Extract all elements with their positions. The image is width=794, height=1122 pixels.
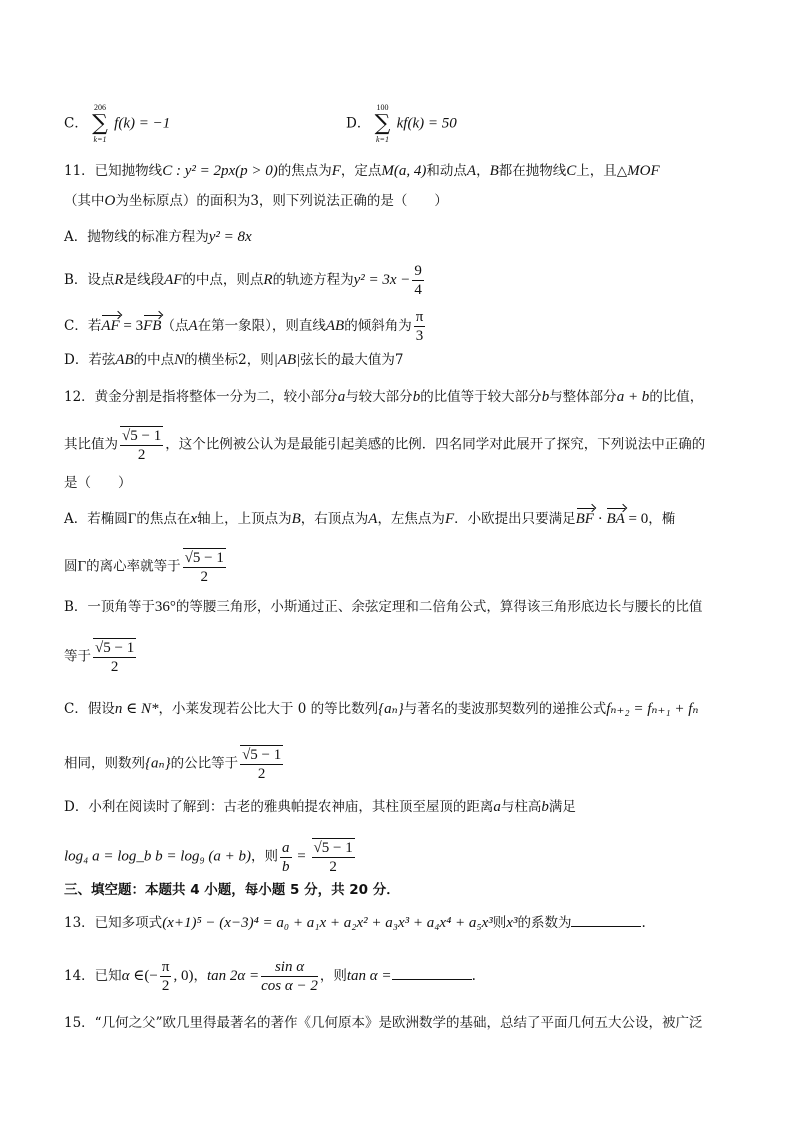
section-heading: 三、填空题：本题共 4 小题，每小题 5 分，共 20 分． xyxy=(64,882,400,898)
q10-option-d-expr: kf(k) = 50 xyxy=(396,115,457,132)
q12-option-b-line1: B．一顶角等于36°的等腰三角形，小斯通过正、余弦定理和二倍角公式，算得该三角形底边长与腰长的比值 xyxy=(64,599,703,615)
q14-stem: 14．已知α ∈(− $\frac{\pi}{2}$ , 0)，tan 2α = $\frac{\text{sin α}}{\text{cos α − 2}}$ ，则tan α = . xyxy=(64,959,476,994)
sum-symbol: 206 ∑ k=1 xyxy=(92,103,108,144)
q12-stem-line3: 是（ ） xyxy=(64,475,132,491)
q12-option-d-line2: log₄ a = log_b b = log₉ (a + b)，则 $\frac{a}{b}$ = $\frac{√5 - 1}{2}$ xyxy=(64,839,353,875)
q11-option-d: D．若弦AB的中点N的横坐标2，则|AB|弦长的最大值为7 xyxy=(64,352,404,368)
q10-option-c-label: C． xyxy=(64,115,88,132)
q15-stem: 15．“几何之父”欧几里得最著名的著作《几何原本》是欧洲数学的基础，总结了平面几何五大公设，被广泛 xyxy=(64,1015,703,1031)
q13-stem: 13．已知多项式(x+1)⁵ − (x−3)⁴ = a₀ + a₁x + a₂x² + a₃x³ + a₄x⁴ + a₅x³则x³的系数为 . xyxy=(64,912,754,934)
q11-option-c: C．若AF = 3FB（点A在第一象限），则直线AB的倾斜角为 $\frac{\pi}{3}$ xyxy=(64,309,424,344)
answer-blank[interactable] xyxy=(571,912,641,927)
q12-stem-line1: 12．黄金分割是指将整体一分为二，较小部分a与较大部分b的比值等于较大部分b与整体部分a + b的比值， xyxy=(64,389,704,405)
q11-option-a: A．抛物线的标准方程为y² = 8x xyxy=(64,229,252,245)
q12-option-c-line1: C．假设n ∈ N*，小莱发现若公比大于 0 的等比数列{aₙ}与著名的斐波那契数列的递推公式fₙ₊₂ = fₙ₊₁ + fₙ xyxy=(64,701,699,717)
q12-stem-line2: 其比值为 $\frac{√5 - 1}{2}$ ，这个比例被公认为是最能引起美感的比例．四名同学对此展开了探究，下列说法中正确的 xyxy=(64,428,706,463)
q10-option-c-expr: f(k) = −1 xyxy=(114,115,171,132)
q12-option-d-line1: D．小利在阅读时了解到：古老的雅典帕提农神庙，其柱顶至屋顶的距离a与柱高b满足 xyxy=(64,799,576,815)
q10-options xyxy=(64,103,754,145)
q12-option-c-line2: 相同，则数列{aₙ}的公比等于 $\frac{√5 - 1}{2}$ xyxy=(64,747,282,782)
q11-stem-line2: （其中O为坐标原点）的面积为3，则下列说法正确的是（ ） xyxy=(64,193,448,209)
q12-option-a-line1: A．若椭圆Γ的焦点在x轴上，上顶点为B，右顶点为A，左焦点为F．小欧提出只要满足BF · BA = 0，椭 xyxy=(64,508,754,530)
q11-stem-line1: 11．已知抛物线C : y² = 2px(p > 0)的焦点为F，定点M(a, 4)和动点A，B都在抛物线C上，且△MOF xyxy=(64,163,660,179)
q11-option-b: B．设点R是线段AF的中点，则点R的轨迹方程为y² = 3x − $\frac{9}{4}$ xyxy=(64,263,422,298)
answer-blank[interactable] xyxy=(392,965,472,980)
sum-symbol: 100 ∑ k=1 xyxy=(374,103,391,144)
q12-option-b-line2: 等于 $\frac{√5 - 1}{2}$ xyxy=(64,640,135,675)
q10-option-d-label: D． xyxy=(346,115,371,132)
q12-option-a-line2: 圆Γ的离心率就等于 $\frac{√5 - 1}{2}$ xyxy=(64,550,224,585)
